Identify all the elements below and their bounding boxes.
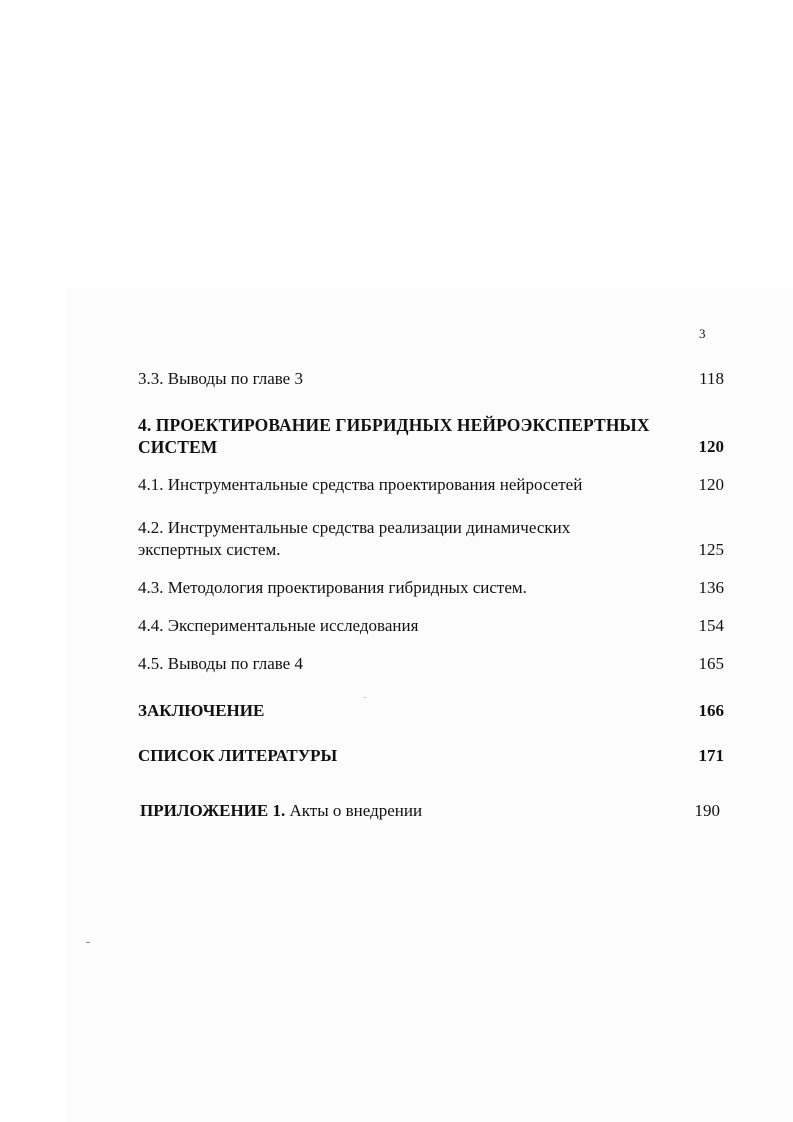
toc-title: [140, 800, 720, 822]
toc-entry-4-2: [138, 517, 724, 561]
toc-title: 3.3. Выводы по главе 3: [138, 369, 303, 388]
toc-page: 165: [698, 654, 724, 673]
toc-title: 4. ПРОЕКТИРОВАНИЕ ГИБРИДНЫХ НЕЙРОЭКСПЕРТНЫХ СИСТЕМ: [138, 415, 650, 457]
toc-page: 171: [698, 746, 724, 765]
toc-page: 120: [698, 475, 724, 494]
toc-entry-conclusion: [138, 700, 724, 722]
toc-entry-appendix-1: [140, 800, 720, 822]
toc-page: 166: [698, 701, 724, 720]
toc-title: 4.1. Инструментальные средства проектирования нейросетей: [138, 475, 583, 494]
toc-entry-references: [138, 745, 724, 767]
toc-title: ЗАКЛЮЧЕНИЕ: [138, 701, 265, 720]
toc-title-rest: Акты о внедрении: [285, 801, 423, 820]
scan-speck: [86, 942, 90, 943]
toc-title: 4.3. Методология проектирования гибридных систем.: [138, 578, 527, 597]
toc-title: СПИСОК ЛИТЕРАТУРЫ: [138, 746, 338, 765]
toc-entry-4-3: [138, 577, 724, 599]
toc-page: 136: [698, 578, 724, 597]
scan-speck: [364, 697, 366, 698]
toc-title: 4.4. Экспериментальные исследования: [138, 616, 419, 635]
toc-entry-3-3: [138, 368, 724, 390]
toc-page: 154: [698, 616, 724, 635]
toc-entry-chapter-4: [138, 414, 724, 458]
toc-page: 120: [698, 437, 724, 456]
toc-entry-4-4: [138, 615, 724, 637]
toc-title: 4.5. Выводы по главе 4: [138, 654, 303, 673]
toc-entry-4-1: [138, 474, 724, 496]
toc-entry-4-5: [138, 653, 724, 675]
toc-page: 190: [694, 801, 720, 820]
toc-page: 118: [699, 369, 724, 388]
toc-page: 125: [698, 540, 724, 559]
toc-title-bold: ПРИЛОЖЕНИЕ 1.: [140, 801, 286, 820]
page-number: 3: [699, 326, 706, 341]
toc-title: 4.2. Инструментальные средства реализации динамических экспертных систем.: [138, 518, 571, 559]
